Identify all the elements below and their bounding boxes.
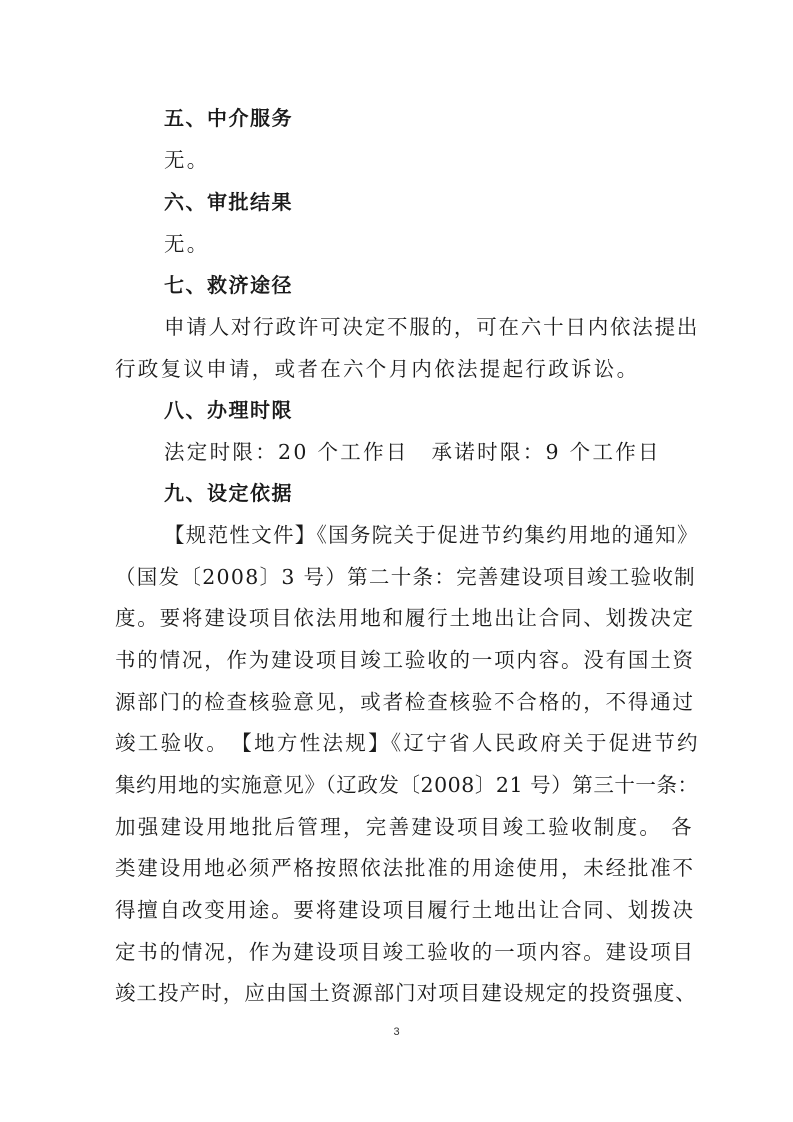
section-heading-legal-basis: 九、设定依据 [164, 481, 293, 505]
legal-basis-paragraph-line: 加强建设用地批后管理，完善建设项目竣工验收制度。 各 [115, 815, 694, 839]
legal-basis-paragraph-line: 竣工验收。 【地方性法规】《辽宁省人民政府关于促进节约 [115, 731, 700, 755]
remedy-paragraph-line: 申请人对行政许可决定不服的，可在六十日内依法提出 [164, 315, 700, 339]
legal-basis-paragraph-line: 书的情况，作为建设项目竣工验收的一项内容。没有国土资 [115, 648, 695, 672]
section-content-intermediary-services: 无。 [164, 148, 210, 172]
page-number: 3 [393, 1026, 400, 1038]
legal-basis-paragraph-line: 得擅自改变用途。要将建设项目履行土地出让合同、划拨决 [115, 898, 695, 922]
legal-basis-paragraph-line: 【规范性文件】《国务院关于促进节约集约用地的通知》 [164, 523, 699, 547]
remedy-paragraph-line: 行政复议申请，或者在六个月内依法提起行政诉讼。 [115, 357, 640, 381]
time-limit-content: 法定时限：20 个工作日 承诺时限：9 个工作日 [164, 440, 661, 464]
section-heading-approval-result: 六、审批结果 [164, 190, 293, 214]
section-heading-time-limit: 八、办理时限 [164, 398, 293, 422]
legal-basis-paragraph-line: 竣工投产时，应由国土资源部门对项目建设规定的投资强度、 [115, 981, 697, 1005]
legal-basis-paragraph-line: 定书的情况，作为建设项目竣工验收的一项内容。建设项目 [115, 940, 695, 964]
legal-basis-paragraph-line: 源部门的检查核验意见，或者检查核验不合格的，不得通过 [115, 690, 695, 714]
legal-basis-paragraph-line: （国发〔2008〕3 号）第二十条：完善建设项目竣工验收制 [115, 565, 696, 589]
section-content-approval-result: 无。 [164, 232, 210, 256]
section-heading-intermediary-services: 五、中介服务 [164, 106, 293, 130]
legal-basis-paragraph-line: 度。要将建设项目依法用地和履行土地出让合同、划拨决定 [115, 606, 695, 630]
section-heading-remedy: 七、救济途径 [164, 273, 293, 297]
legal-basis-paragraph-line: 类建设用地必须严格按照依法批准的用途使用，未经批准不 [115, 856, 695, 880]
legal-basis-paragraph-line: 集约用地的实施意见》（辽政发〔2008〕21 号）第三十一条： [115, 773, 699, 797]
